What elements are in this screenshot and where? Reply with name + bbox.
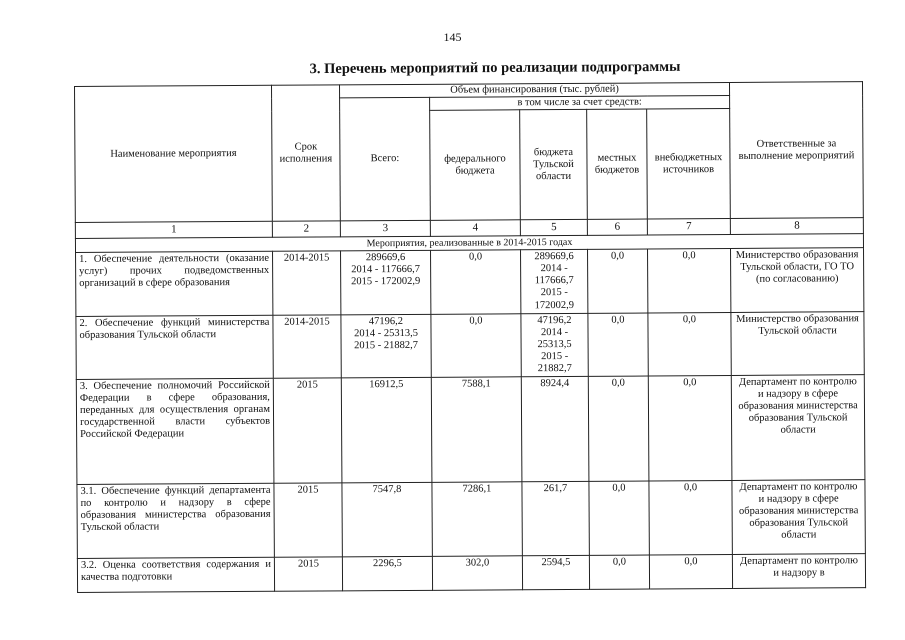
column-number: 5 — [520, 219, 587, 235]
activity-total: 2296,5 — [342, 556, 432, 591]
header-responsible: Ответственные за выполнение мероприятий — [730, 82, 864, 219]
column-number: 3 — [340, 220, 430, 236]
activity-term: 2015 — [273, 378, 342, 483]
table-row — [76, 248, 864, 316]
activity-total: 289669,6 2014 - 117666,7 2015 - 172002,9 — [341, 251, 431, 315]
activity-local: 0,0 — [588, 313, 648, 377]
page-number: 145 — [443, 30, 462, 44]
activity-regional: 289669,6 2014 - 117666,7 2015 - 172002,9 — [521, 250, 588, 314]
activity-local: 0,0 — [588, 376, 649, 481]
activity-responsible: Департамент по контролю и надзору в — [732, 554, 865, 589]
activity-regional: 261,7 — [522, 481, 589, 555]
column-number: 8 — [730, 218, 863, 234]
activity-federal: 0,0 — [431, 250, 521, 314]
activity-term: 2015 — [274, 483, 342, 557]
activity-federal: 7588,1 — [431, 377, 522, 483]
column-number: 4 — [430, 220, 520, 236]
column-number: 7 — [647, 219, 730, 235]
header-regional: бюджета Тульской области — [520, 109, 588, 219]
activity-extra: 0,0 — [649, 480, 733, 555]
document-title: 3. Перечень мероприятий по реализации подпрограммы — [309, 58, 681, 78]
activity-regional: 47196,2 2014 - 25313,5 2015 - 21882,7 — [521, 313, 588, 377]
header-local: местных бюджетов — [587, 109, 648, 219]
activity-federal: 0,0 — [431, 313, 521, 377]
activity-name: 3.1. Обеспечение функций департамента по контролю и надзору в сфере образования министерства образования Тульской области — [77, 483, 274, 558]
activity-total: 16912,5 — [341, 377, 432, 483]
section-title: Мероприятия, реализованные в 2014-2015 годах — [75, 233, 863, 252]
activities-table-sheet — [74, 81, 866, 593]
header-total: Всего: — [340, 97, 431, 221]
table-row — [77, 480, 865, 559]
activity-extra: 0,0 — [649, 554, 732, 589]
activity-total: 47196,2 2014 - 25313,5 2015 - 21882,7 — [341, 314, 431, 378]
activity-regional: 2594,5 — [522, 555, 589, 589]
column-number: 1 — [75, 221, 272, 238]
header-federal: федерального бюджета — [430, 110, 521, 221]
activity-responsible: Министерство образования Тульской области — [731, 311, 864, 375]
activity-name: 3.2. Оценка соответствия содержания и качества подготовки — [77, 557, 274, 592]
column-number: 2 — [272, 221, 340, 237]
activity-local: 0,0 — [589, 555, 649, 589]
table-row — [76, 311, 864, 379]
activity-term: 2015 — [274, 557, 342, 591]
activity-term: 2014-2015 — [273, 314, 341, 378]
activity-federal: 302,0 — [432, 556, 522, 591]
activity-name: 1. Обеспечение деятельности (оказание услуг) прочих подведомственных организаций в сфере образования — [76, 252, 273, 317]
header-including: в том числе за счет средств: — [430, 96, 730, 111]
header-term: Срок исполнения — [271, 85, 340, 222]
activity-responsible: Департамент по контролю и надзору в сфере образования министерства образования Тульской области — [731, 375, 865, 481]
activity-term: 2014-2015 — [273, 251, 341, 315]
column-number: 6 — [587, 219, 647, 235]
header-name: Наименование мероприятия — [75, 85, 273, 222]
table-row — [76, 375, 865, 485]
activity-total: 7547,8 — [342, 482, 432, 557]
header-extra: внебюджетных источников — [647, 109, 731, 220]
activity-local: 0,0 — [588, 249, 648, 313]
activity-responsible: Министерство образования Тульской области, ГО ТО (по согласованию) — [731, 248, 864, 312]
activity-extra: 0,0 — [648, 312, 731, 376]
activity-federal: 7286,1 — [432, 482, 522, 557]
activities-table — [74, 81, 866, 593]
table-row — [77, 554, 865, 593]
activity-regional: 8924,4 — [521, 376, 589, 481]
activity-extra: 0,0 — [648, 249, 731, 313]
activity-extra: 0,0 — [648, 375, 732, 481]
activity-name: 3. Обеспечение полномочий Российской Федерации в сфере образования, переданных для осуществления органам государственной власти субъектов Российской Федерации — [76, 378, 274, 484]
activity-name: 2. Обеспечение функций министерства образования Тульской области — [76, 315, 273, 380]
activity-responsible: Департамент по контролю и надзору в сфере образования министерства образования Тульской области — [732, 480, 865, 555]
activity-local: 0,0 — [589, 481, 649, 555]
header-funding: Объем финансирования (тыс. рублей) — [339, 82, 729, 97]
